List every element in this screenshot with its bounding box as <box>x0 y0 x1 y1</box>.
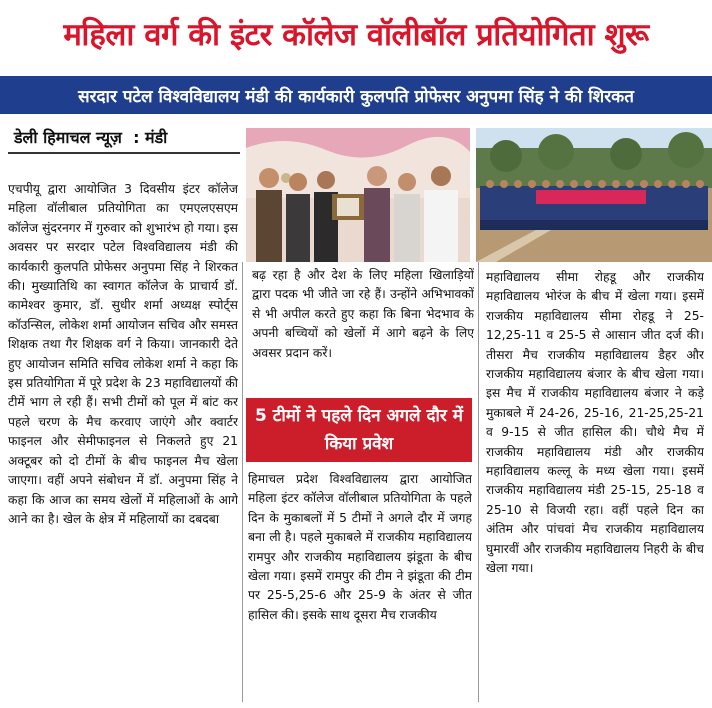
column-divider-1 <box>242 262 243 702</box>
column-2-bottom <box>248 470 472 702</box>
photo-dignitaries-image <box>246 128 470 262</box>
column-3 <box>486 268 704 708</box>
column-1-text: एचपीयू द्वारा आयोजित 3 दिवसीय इंटर कॉलेज महिला वॉलीबाल प्रतियोगिता का एमएलएसएम कॉलेज सुंदरनगर में गुरुवार को शुभारंभ हो गया। इस अवसर पर सरदार पटेल विश्वविद्यालय मंडी की कार्यकारी कुलपति प्रोफेसर अनुपमा सिंह ने शिरकत की। मुख्यातिथि का स्वागत कॉलेज के प्राचार्य डॉ. कामेश्वर कुमार, डॉ. सुधीर शर्मा अध्यक्ष स्पोर्ट्स कॉउन्सिल, लोकेश शर्मा आयोजन सचिव और समस्त शिक्षक तथा गैर शिक्षक वर्ग ने किया। जानकारी देते हुए आयोजन समिति सचिव लोकेश शर्मा ने कहा कि इस प्रतियोगिता में पूरे प्रदेश के 23 महाविद्यालयों की टीमें भाग ले रही हैं। सभी टीमों को पूल में बांट कर पहले चरण के मैच करवाए जाएंगे और क्वार्टर फाइनल और सेमीफाइनल से निकलते हुए 21 अक्टूबर को दो टीमों के बीच फाइनल मैच खेला जाएगा। वहीं अपने संबोधन में डॉ. अनुपमा सिंह ने कहा कि आज का समय खेलों में महिलाओं के आगे आने का है। खेल के क्षेत्र में महिलायों का दबदबा <box>8 182 238 526</box>
headline <box>0 0 712 68</box>
byline: डेली हिमाचल न्यूज़ : मंडी <box>14 128 168 147</box>
section-subheading: 5 टीमों ने पहले दिन अगले दौर में किया प्रवेश <box>246 398 472 462</box>
column-divider-2 <box>478 262 479 702</box>
headline-text: महिला वर्ग की इंटर कॉलेज वॉलीबॉल प्रतियोगिता शुरू <box>63 17 649 53</box>
column-2-bottom-text: हिमाचल प्रदेश विश्वविद्यालय द्वारा आयोजित महिला इंटर कॉलेज वॉलीबाल प्रतियोगिता के पहले दिन के मुकाबलों में 5 टीमों ने अगले दौर में जगह बना ली है। पहले मुकाबले में राजकीय महाविद्यालय रामपुर और राजकीय महाविद्यालय झंडूता के बीच खेला गया। इसमें रामपुर की टीम ने झंडूता की टीम पर 25-5,25-6 और 25-9 के अंतर से जीत हासिल की। इसके साथ दूसरा मैच राजकीय <box>248 472 472 622</box>
column-3-text: महाविद्यालय सीमा रोहडू और राजकीय महाविद्यालय भोरंज के बीच में खेला गया। इसमें राजकीय महाविद्यालय सीमा रोहडू ने 25-12,25-11 व 25-5 से आसान जीत दर्ज की। तीसरा मैच राजकीय महाविद्यालय डैहर और राजकीय महाविद्यालय बंजार के बीच खेला गया। इस मैच में राजकीय महाविद्यालय बंजार ने कड़े मुकाबले में 24-26, 25-16, 21-25,25-21 व 9-15 से जीत हासिल की। चौथे मैच में राजकीय महाविद्यालय मंडी और राजकीय महाविद्यालय कल्लू के मध्य खेला गया। इसमें राजकीय महाविद्यालय मंडी 25-15, 25-18 व 25-10 से विजयी रहा। वहीं पहले दिन का अंतिम और पांचवां मैच राजकीय महाविद्यालय घुमारवीं और राजकीय महाविद्यालय निहरी के बीच खेला गया। <box>486 270 704 576</box>
column-1 <box>8 180 238 700</box>
byline-rule <box>8 152 240 154</box>
subheadline-text: सरदार पटेल विश्वविद्यालय मंडी की कार्यकारी कुलपति प्रोफेसर अनुपमा सिंह ने की शिरकत <box>78 86 634 107</box>
subheadline-bar <box>0 76 712 114</box>
column-2-top <box>252 266 474 376</box>
column-2-top-text: बढ़ रहा है और देश के लिए महिला खिलाड़ियों द्वारा पदक भी जीते जा रहे हैं। उन्होंने अभिभावकों से भी अपील करते हुए कहा कि बिना भेदभाव के अपनी बच्चियों को खेलों में आगे बढ़ने के लिए अवसर प्रदान करें। <box>252 268 474 360</box>
photo-dignitaries <box>246 128 470 262</box>
photo-teams <box>476 128 712 262</box>
photo-teams-image <box>476 128 712 262</box>
